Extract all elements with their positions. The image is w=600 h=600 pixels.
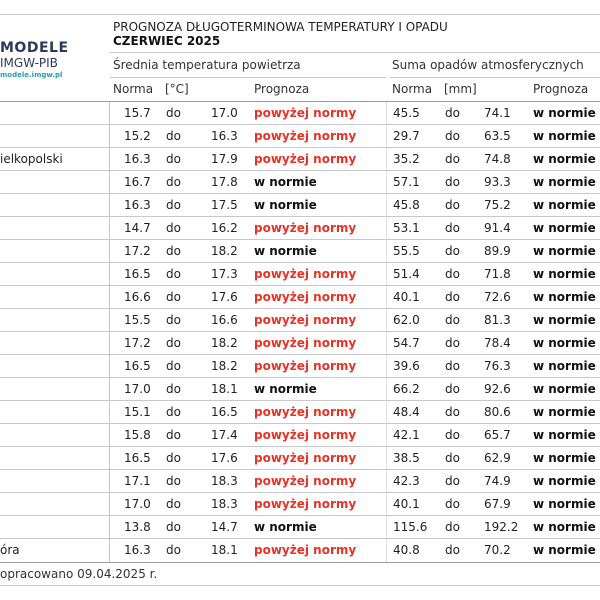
temp-norm-high: 17.0 [211,106,238,120]
temp-norm-do: do [166,405,181,419]
temp-forecast: powyżej normy [254,313,357,327]
precip-norm-high: 74.1 [484,106,511,120]
temp-forecast: w normie [254,382,317,396]
temp-norm-low: 16.6 [124,290,151,304]
precip-group-header: Suma opadów atmosferycznych [392,58,584,72]
precip-norm-do: do [445,175,460,189]
precip-norm-high: 70.2 [484,543,511,557]
precip-norm-low: 40.1 [393,497,420,511]
temp-norm-do: do [166,175,181,189]
temp-norm-high: 18.2 [211,336,238,350]
precip-norm-low: 42.3 [393,474,420,488]
temp-group-underline [110,77,386,78]
table-row [0,424,600,447]
temp-forecast: powyżej normy [254,474,357,488]
temp-forecast: w normie [254,175,317,189]
table-row [0,355,600,378]
table-row [0,194,600,217]
footer-note: opracowano 09.04.2025 r. [0,567,158,581]
precip-norm-high: 78.4 [484,336,511,350]
temp-norm-do: do [166,451,181,465]
precip-norm-high: 92.6 [484,382,511,396]
precip-forecast: w normie [533,267,596,281]
temp-norm-high: 17.6 [211,451,238,465]
precip-norm-high: 76.3 [484,359,511,373]
page-bottom-border [0,585,600,586]
table-row [0,401,600,424]
temp-norm-low: 16.5 [124,451,151,465]
temp-norm-do: do [166,267,181,281]
title-divider [110,52,600,53]
temp-norm-do: do [166,543,181,557]
temp-norm-high: 17.6 [211,290,238,304]
temp-norm-low: 17.0 [124,497,151,511]
temp-forecast: powyżej normy [254,129,357,143]
precip-norm-do: do [445,106,460,120]
table-row [0,470,600,493]
table-row [0,332,600,355]
temp-norm-do: do [166,497,181,511]
precip-forecast: w normie [533,290,596,304]
logo-brand: MODELE [0,40,69,56]
precip-forecast: w normie [533,152,596,166]
precip-forecast: w normie [533,543,596,557]
precip-norm-do: do [445,520,460,534]
logo-org: IMGW-PIB [0,56,58,70]
temp-forecast: w normie [254,520,317,534]
precip-norm-high: 81.3 [484,313,511,327]
precip-norm-do: do [445,221,460,235]
temp-norm-low: 15.1 [124,405,151,419]
precip-norm-low: 42.1 [393,428,420,442]
precip-norm-low: 40.8 [393,543,420,557]
precip-norm-high: 75.2 [484,198,511,212]
precip-norm-do: do [445,198,460,212]
precip-group-underline [390,77,600,78]
temp-norm-high: 18.3 [211,497,238,511]
precip-forecast: w normie [533,382,596,396]
col-header-temp-unit: [°C] [165,82,189,96]
temp-forecast: powyżej normy [254,290,357,304]
temp-norm-low: 13.8 [124,520,151,534]
temp-forecast: powyżej normy [254,543,357,557]
precip-norm-low: 39.6 [393,359,420,373]
temp-norm-do: do [166,221,181,235]
col-header-precip-prognoza: Prognoza [533,82,589,96]
temp-forecast: powyżej normy [254,451,357,465]
temp-norm-high: 18.1 [211,382,238,396]
precip-norm-high: 74.9 [484,474,511,488]
table-row [0,539,600,562]
temp-norm-high: 16.6 [211,313,238,327]
precip-forecast: w normie [533,129,596,143]
precip-norm-low: 57.1 [393,175,420,189]
table-row [0,493,600,516]
precip-norm-do: do [445,428,460,442]
precip-norm-do: do [445,359,460,373]
col-header-temp-prognoza: Prognoza [254,82,310,96]
temp-norm-low: 16.3 [124,543,151,557]
table-row [0,378,600,401]
temp-forecast: w normie [254,244,317,258]
temp-norm-high: 17.9 [211,152,238,166]
temp-norm-do: do [166,474,181,488]
temp-norm-do: do [166,152,181,166]
precip-norm-low: 55.5 [393,244,420,258]
precip-norm-high: 192.2 [484,520,519,534]
precip-norm-high: 65.7 [484,428,511,442]
precip-forecast: w normie [533,336,596,350]
precip-norm-do: do [445,543,460,557]
precip-norm-high: 91.4 [484,221,511,235]
table-bottom-border [0,562,600,563]
precip-norm-low: 45.5 [393,106,420,120]
precip-forecast: w normie [533,359,596,373]
temp-norm-do: do [166,244,181,258]
precip-norm-high: 93.3 [484,175,511,189]
precip-forecast: w normie [533,405,596,419]
precip-norm-do: do [445,405,460,419]
precip-norm-low: 53.1 [393,221,420,235]
row-region-name: ielkopolski [0,152,63,166]
table-row [0,125,600,148]
precip-norm-low: 62.0 [393,313,420,327]
logo-url: modele.imgw.pl [0,71,63,79]
temp-norm-high: 17.3 [211,267,238,281]
temp-norm-high: 18.1 [211,543,238,557]
temp-norm-high: 16.2 [211,221,238,235]
temp-norm-do: do [166,336,181,350]
temp-norm-high: 18.2 [211,244,238,258]
precip-forecast: w normie [533,451,596,465]
temp-forecast: powyżej normy [254,336,357,350]
precip-norm-low: 51.4 [393,267,420,281]
temp-norm-do: do [166,198,181,212]
top-border [0,14,600,15]
temp-norm-high: 17.5 [211,198,238,212]
precip-forecast: w normie [533,497,596,511]
precip-norm-low: 40.1 [393,290,420,304]
temp-forecast: powyżej normy [254,359,357,373]
temp-norm-high: 18.3 [211,474,238,488]
table-row [0,516,600,539]
precip-forecast: w normie [533,474,596,488]
temp-norm-do: do [166,359,181,373]
temp-norm-do: do [166,129,181,143]
precip-forecast: w normie [533,520,596,534]
precip-forecast: w normie [533,106,596,120]
precip-norm-do: do [445,313,460,327]
precip-norm-do: do [445,497,460,511]
temp-norm-do: do [166,290,181,304]
temp-norm-low: 16.5 [124,267,151,281]
table-row [0,286,600,309]
temp-forecast: powyżej normy [254,497,357,511]
precip-norm-do: do [445,451,460,465]
precip-norm-high: 67.9 [484,497,511,511]
temp-forecast: powyżej normy [254,267,357,281]
temp-norm-low: 16.3 [124,198,151,212]
temp-norm-low: 16.5 [124,359,151,373]
temp-forecast: powyżej normy [254,106,357,120]
temp-forecast: powyżej normy [254,221,357,235]
temp-norm-do: do [166,382,181,396]
temp-norm-do: do [166,520,181,534]
temp-norm-high: 14.7 [211,520,238,534]
temp-norm-do: do [166,106,181,120]
table-row [0,240,600,263]
table-row [0,171,600,194]
precip-norm-low: 48.4 [393,405,420,419]
temp-norm-high: 17.4 [211,428,238,442]
table-row [0,102,600,125]
table-row [0,447,600,470]
temp-norm-low: 17.0 [124,382,151,396]
table-row [0,217,600,240]
temp-norm-high: 18.2 [211,359,238,373]
precip-norm-high: 80.6 [484,405,511,419]
precip-norm-do: do [445,244,460,258]
col-header-precip-unit: [mm] [444,82,477,96]
precip-norm-do: do [445,152,460,166]
precip-norm-low: 38.5 [393,451,420,465]
precip-norm-low: 54.7 [393,336,420,350]
precip-norm-low: 45.8 [393,198,420,212]
temp-norm-low: 14.7 [124,221,151,235]
precip-forecast: w normie [533,175,596,189]
precip-norm-do: do [445,129,460,143]
temp-norm-low: 16.7 [124,175,151,189]
precip-norm-do: do [445,290,460,304]
temp-norm-low: 15.2 [124,129,151,143]
precip-forecast: w normie [533,221,596,235]
page-title: PROGNOZA DŁUGOTERMINOWA TEMPERATURY I OPADU [113,20,448,34]
precip-forecast: w normie [533,244,596,258]
temp-norm-low: 15.8 [124,428,151,442]
precip-norm-low: 29.7 [393,129,420,143]
table-row [0,309,600,332]
precip-forecast: w normie [533,428,596,442]
precip-norm-low: 66.2 [393,382,420,396]
precip-forecast: w normie [533,313,596,327]
precip-norm-high: 62.9 [484,451,511,465]
temp-norm-low: 17.2 [124,244,151,258]
temp-group-header: Średnia temperatura powietrza [113,58,301,72]
precip-norm-low: 35.2 [393,152,420,166]
precip-norm-do: do [445,336,460,350]
temp-forecast: powyżej normy [254,428,357,442]
row-region-name: óra [0,543,20,557]
temp-forecast: w normie [254,198,317,212]
temp-norm-high: 16.5 [211,405,238,419]
precip-norm-high: 74.8 [484,152,511,166]
precip-norm-low: 115.6 [393,520,428,534]
temp-forecast: powyżej normy [254,152,357,166]
temp-norm-low: 15.7 [124,106,151,120]
col-header-norma: Norma [113,82,154,96]
precip-norm-high: 72.6 [484,290,511,304]
temp-norm-low: 17.2 [124,336,151,350]
temp-norm-do: do [166,313,181,327]
col-header-norma-precip: Norma [392,82,433,96]
table-row [0,148,600,171]
temp-norm-high: 17.8 [211,175,238,189]
temp-forecast: powyżej normy [254,405,357,419]
precip-norm-high: 89.9 [484,244,511,258]
table-row [0,263,600,286]
temp-norm-low: 16.3 [124,152,151,166]
precip-norm-do: do [445,267,460,281]
precip-norm-do: do [445,474,460,488]
forecast-period: CZERWIEC 2025 [113,34,221,48]
precip-norm-high: 71.8 [484,267,511,281]
temp-norm-low: 17.1 [124,474,151,488]
temp-norm-high: 16.3 [211,129,238,143]
precip-norm-high: 63.5 [484,129,511,143]
temp-norm-do: do [166,428,181,442]
temp-norm-low: 15.5 [124,313,151,327]
precip-forecast: w normie [533,198,596,212]
precip-norm-do: do [445,382,460,396]
